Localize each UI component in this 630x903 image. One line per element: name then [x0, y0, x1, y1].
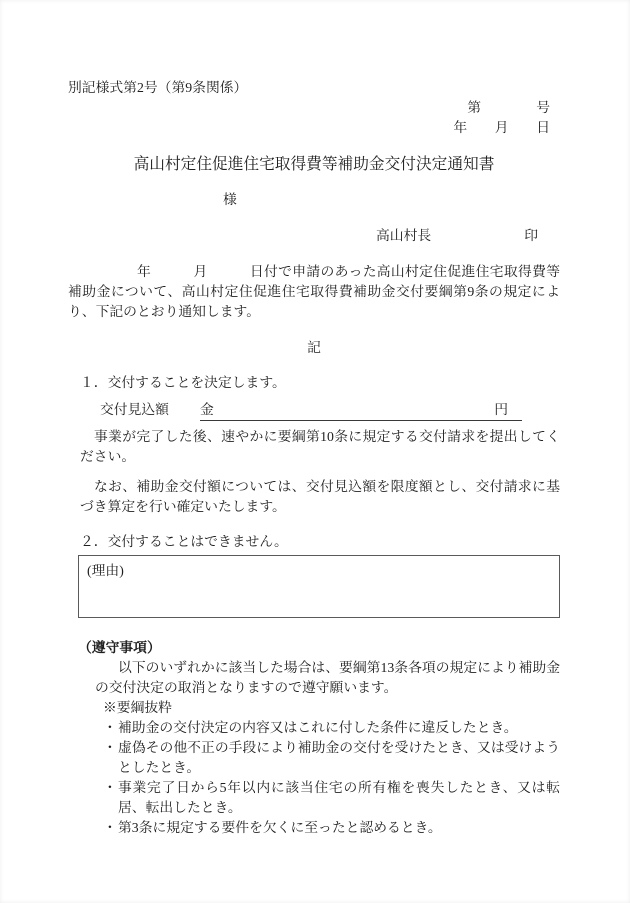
amount-suffix: 円 [494, 402, 508, 417]
issuer-name: 高山村長 [376, 228, 432, 243]
amount-prefix: 金 [199, 402, 214, 417]
bullet-marker: ・ [103, 780, 117, 795]
section1-note2: なお、補助金交付額については、交付見込額を限度額とし、交付請求に基づき算定を行い確定いたします。 [80, 479, 560, 514]
reason-label: (理由) [87, 563, 124, 578]
reason-box [78, 555, 560, 618]
compliance-item-text: 虚偽その他不正の手段により補助金の交付を受けたとき、又は受けようとしたとき。 [118, 740, 560, 775]
amount-underlined-field [200, 400, 522, 421]
section2-heading: ２．交付することはできません。 [80, 534, 288, 549]
bullet-marker: ・ [103, 720, 117, 735]
bullet-marker: ・ [103, 820, 117, 835]
compliance-item [103, 818, 560, 838]
excerpt-label: ※要綱抜粋 [103, 700, 172, 715]
compliance-item [103, 778, 560, 818]
amount-label: 交付見込額 [100, 402, 169, 417]
compliance-item-text: 第3条に規定する要件を欠くに至ったと認めるとき。 [118, 820, 442, 835]
compliance-intro: 以下のいずれかに該当した場合は、要綱第13条各項の規定により補助金の交付決定の取消となりますので遵守願います。 [95, 660, 560, 695]
compliance-item-text: 補助金の交付決定の内容又はこれに付した条件に違反したとき。 [118, 720, 518, 735]
compliance-section [68, 638, 560, 838]
record-marker: 記 [307, 340, 321, 355]
compliance-heading: （遵守事項） [78, 640, 161, 655]
seal-mark: 印 [524, 228, 538, 243]
form-reference: 別記様式第2号（第9条関係） [68, 80, 248, 95]
compliance-item [103, 738, 560, 778]
amount-line [68, 400, 560, 421]
compliance-item [103, 718, 560, 738]
body-paragraph: 年 月 日付で申請のあった高山村定住促進住宅取得費等補助金について、高山村定住促進住宅取得費補助金交付要綱第9条の規定により、下記のとおり通知します。 [68, 264, 560, 319]
section1-note1: 事業が完了した後、速やかに要綱第10条に規定する交付請求を提出してください。 [80, 429, 560, 464]
section1-heading: １．交付することを決定します。 [80, 375, 286, 390]
date-line: 年 月 日 [453, 120, 550, 135]
document-title: 高山村定住促進住宅取得費等補助金交付決定通知書 [133, 156, 495, 173]
bullet-marker: ・ [103, 740, 117, 755]
issuer-line [68, 226, 560, 246]
compliance-item-text: 事業完了日から5年以内に該当住宅の所有権を喪失したとき、又は転居、転出したとき。 [118, 780, 560, 815]
document-number-line: 第 号 [467, 100, 550, 115]
addressee-line: 様 [223, 192, 237, 207]
